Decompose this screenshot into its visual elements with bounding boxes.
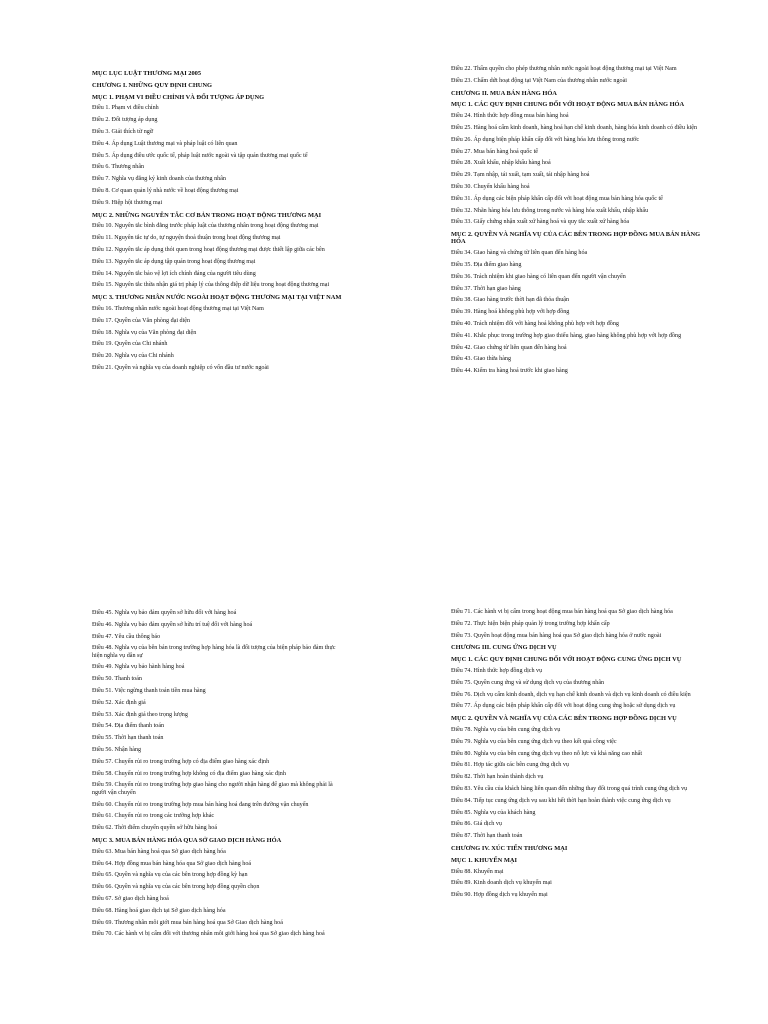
toc-entry: Điều 25. Hàng hoá cấm kinh doanh, hàng hoá hạn chế kinh doanh, hàng hóa kinh doanh có điều kiện	[451, 124, 698, 131]
toc-entry: Điều 23. Chấm dứt hoạt động tại Việt Nam của thương nhân nước ngoài	[451, 77, 627, 84]
toc-entry: Điều 60. Chuyển rủi ro trong trường hợp mua bán hàng hoá đang trên đường vận chuyển	[92, 801, 309, 808]
toc-entry: Điều 52. Xác định giá	[92, 699, 146, 706]
toc-entry: Điều 15. Nguyên tắc thừa nhận giá trị pháp lý của thông điệp dữ liệu trong hoạt động thương mại	[92, 282, 330, 289]
toc-entry: Điều 4. Áp dụng Luật thương mại và pháp luật có liên quan	[92, 140, 238, 147]
toc-entry: Điều 30. Chuyển khẩu hàng hoá	[451, 183, 530, 190]
toc-entry: Điều 45. Nghĩa vụ bảo đảm quyền sở hữu đối với hàng hoá	[92, 610, 237, 616]
toc-entry: Điều 48. Nghĩa vụ của bên bán trong trường hợp hàng hóa là đối tượng của biện pháp bảo đảm thực hiện nghĩa vụ dân sự	[92, 645, 336, 659]
toc-entry: Điều 33. Giấy chứng nhận xuất xứ hàng hoá và quy tắc xuất xứ hàng hóa	[451, 219, 630, 226]
section-heading: CHƯƠNG III. CUNG ỨNG DỊCH VỤ	[451, 644, 557, 652]
toc-entry: Điều 46. Nghĩa vụ bảo đảm quyền sở hữu trí tuệ đối với hàng hoá	[92, 621, 253, 628]
toc-entry: Điều 75. Quyền cung ứng và sử dụng dịch vụ của thương nhân	[451, 679, 605, 686]
toc-entry: Điều 44. Kiểm tra hàng hoá trước khi giao hàng	[451, 368, 568, 375]
toc-entry: Điều 61. Chuyển rủi ro trong các trường hợp khác	[92, 813, 215, 820]
toc-entry: Điều 58. Chuyển rủi ro trong trường hợp không có địa điểm giao hàng xác định	[92, 770, 286, 777]
toc-entry: Điều 87. Thời hạn thanh toán	[451, 833, 523, 840]
toc-entry: Điều 6. Thương nhân	[92, 164, 145, 171]
toc-column-left	[92, 70, 347, 377]
toc-entry: Điều 1. Phạm vi điều chỉnh	[92, 105, 159, 112]
toc-entry: Điều 7. Nghĩa vụ đăng ký kinh doanh của thương nhân	[92, 176, 226, 183]
toc-entry: Điều 88. Khuyến mại	[451, 868, 504, 875]
toc-entry: Điều 31. Áp dụng các biện pháp khẩn cấp đối với hoạt động mua bán hàng hóa quốc tế	[451, 195, 663, 202]
toc-entry: Điều 8. Cơ quan quản lý nhà nước về hoạt động thương mại	[92, 187, 239, 194]
toc-entry: Điều 84. Tiếp tục cung ứng dịch vụ sau khi hết thời hạn hoàn thành việc cung ứng dịch vụ	[451, 797, 671, 804]
section-heading: MỤC 1. PHẠM VI ĐIỀU CHỈNH VÀ ĐỐI TƯỢNG ÁP DỤNG	[92, 93, 265, 101]
toc-entry: Điều 32. Nhãn hàng hóa lưu thông trong nước và hàng hóa xuất khẩu, nhập khẩu	[451, 207, 649, 214]
toc-entry: Điều 76. Dịch vụ cấm kinh doanh, dịch vụ hạn chế kinh doanh và dịch vụ kinh doanh có điều kiện	[451, 691, 691, 698]
toc-entry: Điều 80. Nghĩa vụ của bên cung ứng dịch vụ theo nỗ lực và khả năng cao nhất	[451, 750, 643, 757]
toc-entry: Điều 28. Xuất khẩu, nhập khẩu hàng hoá	[451, 160, 551, 167]
toc-entry: Điều 83. Yêu cầu của khách hàng liên quan đến những thay đổi trong quá trình cung ứng dịch vụ	[451, 785, 688, 792]
toc-entry: Điều 37. Thời hạn giao hàng	[451, 285, 521, 292]
section-heading: MỤC 1. KHUYẾN MẠI	[451, 856, 518, 864]
toc-entry: Điều 64. Hợp đồng mua bán hàng hóa qua Sở giao dịch hàng hoá	[92, 860, 252, 867]
section-heading: MỤC 2. QUYỀN VÀ NGHĨA VỤ CỦA CÁC BÊN TRONG HỢP ĐỒNG DỊCH VỤ	[451, 715, 677, 723]
toc-column-left	[92, 610, 347, 943]
toc-entry: Điều 67. Sở giao dịch hàng hoá	[92, 895, 169, 902]
toc-entry: Điều 59. Chuyển rủi ro trong trường hợp giao hàng cho người nhận hàng để giao mà không phải là người vận chuyển	[92, 782, 333, 796]
toc-entry: Điều 29. Tạm nhập, tái xuất, tạm xuất, tái nhập hàng hoá	[451, 172, 590, 179]
toc-entry: Điều 62. Thời điểm chuyển quyền sở hữu hàng hoá	[92, 825, 218, 832]
toc-entry: Điều 72. Thực hiện biện pháp quản lý trong trường hợp khẩn cấp	[451, 620, 610, 627]
toc-entry: Điều 73. Quyền hoạt động mua bán hàng hoá qua Sở giao dịch hàng hóa ở nước ngoài	[451, 632, 662, 639]
toc-entry: Điều 57. Chuyển rủi ro trong trường hợp có địa điểm giao hàng xác định	[92, 758, 270, 765]
toc-entry: Điều 74. Hình thức hợp đồng dịch vụ	[451, 667, 543, 674]
toc-entry: Điều 55. Thời hạn thanh toán	[92, 735, 164, 742]
toc-entry: Điều 21. Quyền và nghĩa vụ của doanh nghiệp có vốn đầu tư nước ngoài	[92, 364, 269, 371]
toc-entry: Điều 49. Nghĩa vụ bảo hành hàng hoá	[92, 664, 185, 671]
toc-entry: Điều 10. Nguyên tắc bình đẳng trước pháp luật của thương nhân trong hoạt động thương mại	[92, 223, 319, 230]
toc-entry: Điều 66. Quyền và nghĩa vụ của các bên trong hợp đồng quyền chọn	[92, 884, 260, 891]
toc-entry: Điều 85. Nghĩa vụ của khách hàng	[451, 809, 536, 816]
toc-entry: Điều 78. Nghĩa vụ của bên cung ứng dịch vụ	[451, 726, 561, 733]
section-heading: MỤC 2. NHỮNG NGUYÊN TẮC CƠ BẢN TRONG HOẠT ĐỘNG THƯƠNG MẠI	[92, 211, 322, 219]
section-heading: MỤC LỤC LUẬT THƯƠNG MẠI 2005	[92, 70, 202, 77]
section-heading: MỤC 3. MUA BÁN HÀNG HÓA QUA SỞ GIAO DỊCH HÀNG HÓA	[92, 836, 282, 844]
toc-entry: Điều 38. Giao hàng trước thời hạn đã thỏa thuận	[451, 297, 570, 304]
toc-entry: Điều 11. Nguyên tắc tự do, tự nguyện thoả thuận trong hoạt động thương mại	[92, 235, 281, 242]
section-heading: CHƯƠNG I. NHỮNG QUY ĐỊNH CHUNG	[92, 81, 212, 89]
section-heading: MỤC 1. CÁC QUY ĐỊNH CHUNG ĐỐI VỚI HOẠT ĐỘNG MUA BÁN HÀNG HÓA	[451, 101, 685, 109]
toc-entry: Điều 41. Khắc phục trong trường hợp giao thiếu hàng, giao hàng không phù hợp với hợp đồng	[451, 332, 682, 339]
toc-entry: Điều 86. Giá dịch vụ	[451, 821, 502, 828]
toc-entry: Điều 39. Hàng hoá không phù hợp với hợp đồng	[451, 309, 570, 316]
toc-entry: Điều 69. Thương nhân môi giới mua bán hàng hoá qua Sở Giao dịch hàng hoá	[92, 919, 283, 926]
toc-entry: Điều 2. Đối tượng áp dụng	[92, 117, 158, 124]
toc-entry: Điều 70. Các hành vi bị cấm đối với thương nhân môi giới hàng hoá qua Sở giao dịch hàng hoá	[92, 931, 325, 938]
toc-entry: Điều 65. Quyền và nghĩa vụ của các bên trong hợp đồng kỳ hạn	[92, 872, 248, 879]
toc-entry: Điều 90. Hợp đồng dịch vụ khuyến mại	[451, 892, 548, 899]
toc-entry: Điều 50. Thanh toán	[92, 676, 142, 683]
toc-entry: Điều 56. Nhận hàng	[92, 747, 142, 754]
toc-entry: Điều 3. Giải thích từ ngữ	[92, 128, 154, 135]
toc-entry: Điều 71. Các hành vi bị cấm trong hoạt động mua bán hàng hoá qua Sở giao dịch hàng hóa	[451, 609, 673, 615]
section-heading: CHƯƠNG II. MUA BÁN HÀNG HÓA	[451, 89, 557, 97]
section-heading: MỤC 3. THƯƠNG NHÂN NƯỚC NGOÀI HOẠT ĐỘNG THƯƠNG MẠI TẠI VIỆT NAM	[92, 294, 342, 302]
toc-entry: Điều 36. Trách nhiệm khi giao hàng có liên quan đến người vận chuyển	[451, 273, 626, 280]
toc-entry: Điều 26. Áp dụng biện pháp khẩn cấp đối với hàng hóa lưu thông trong nước	[451, 136, 640, 143]
toc-entry: Điều 22. Thẩm quyền cho phép thương nhân nước ngoài hoạt động thương mại tại Việt Nam	[451, 66, 677, 72]
toc-entry: Điều 14. Nguyên tắc bảo vệ lợi ích chính đáng của người tiêu dùng	[92, 270, 256, 277]
toc-entry: Điều 89. Kinh doanh dịch vụ khuyến mại	[451, 880, 552, 887]
toc-entry: Điều 81. Hợp tác giữa các bên cung ứng dịch vụ	[451, 762, 569, 769]
toc-entry: Điều 79. Nghĩa vụ của bên cung ứng dịch vụ theo kết quả công việc	[451, 738, 617, 745]
toc-entry: Điều 77. Áp dụng các biện pháp khẩn cấp đối với hoạt động cung ứng hoặc sử dụng dịch vụ	[451, 703, 676, 710]
section-heading: MỤC 1. CÁC QUY ĐỊNH CHUNG ĐỐI VỚI HOẠT ĐỘNG CUNG ỨNG DỊCH VỤ	[451, 656, 682, 664]
toc-entry: Điều 5. Áp dụng điều ước quốc tế, pháp luật nước ngoài và tập quán thương mại quốc tế	[92, 152, 308, 159]
toc-entry: Điều 63. Mua bán hàng hoá qua Sở giao dịch hàng hóa	[92, 848, 226, 855]
toc-entry: Điều 47. Yêu cầu thông báo	[92, 633, 161, 640]
toc-entry: Điều 17. Quyền của Văn phòng đại diện	[92, 317, 191, 324]
toc-entry: Điều 9. Hiệp hội thương mại	[92, 199, 163, 206]
toc-entry: Điều 82. Thời hạn hoàn thành dịch vụ	[451, 774, 544, 781]
toc-entry: Điều 18. Nghĩa vụ của Văn phòng đại diện	[92, 329, 197, 336]
toc-page-2	[0, 512, 768, 1024]
toc-column-right	[451, 609, 706, 904]
toc-entry: Điều 53. Xác định giá theo trọng lượng	[92, 711, 188, 718]
toc-entry: Điều 35. Địa điểm giao hàng	[451, 262, 522, 269]
toc-entry: Điều 43. Giao thừa hàng	[451, 356, 511, 363]
toc-entry: Điều 54. Địa điểm thanh toán	[92, 723, 165, 730]
toc-entry: Điều 13. Nguyên tắc áp dụng tập quán trong hoạt động thương mại	[92, 258, 256, 265]
toc-column-right	[451, 66, 706, 380]
section-heading: MỤC 2. QUYỀN VÀ NGHĨA VỤ CỦA CÁC BÊN TRONG HỢP ĐỒNG MUA BÁN HÀNG HÓA	[451, 231, 701, 246]
toc-entry: Điều 27. Mua bán hàng hoá quốc tế	[451, 148, 538, 155]
toc-entry: Điều 51. Việc ngừng thanh toán tiền mua hàng	[92, 688, 206, 695]
toc-entry: Điều 19. Quyền của Chi nhánh	[92, 341, 168, 348]
toc-entry: Điều 42. Giao chứng từ liên quan đến hàng hoá	[451, 344, 567, 351]
toc-entry: Điều 12. Nguyên tắc áp dụng thói quen trong hoạt động thương mại được thiết lập giữa các bên	[92, 246, 325, 253]
toc-entry: Điều 40. Trách nhiệm đối với hàng hoá không phù hợp với hợp đồng	[451, 321, 619, 328]
toc-entry: Điều 24. Hình thức hợp đồng mua bán hàng hoá	[451, 113, 569, 120]
toc-entry: Điều 34. Giao hàng và chứng từ liên quan đến hàng hóa	[451, 250, 588, 257]
section-heading: CHƯƠNG IV. XÚC TIẾN THƯƠNG MẠI	[451, 844, 568, 852]
toc-entry: Điều 20. Nghĩa vụ của Chi nhánh	[92, 353, 174, 360]
toc-entry: Điều 16. Thương nhân nước ngoài hoạt động thương mại tại Việt Nam	[92, 305, 264, 312]
toc-entry: Điều 68. Hàng hoá giao dịch tại Sở giao dịch hàng hóa	[92, 907, 226, 914]
